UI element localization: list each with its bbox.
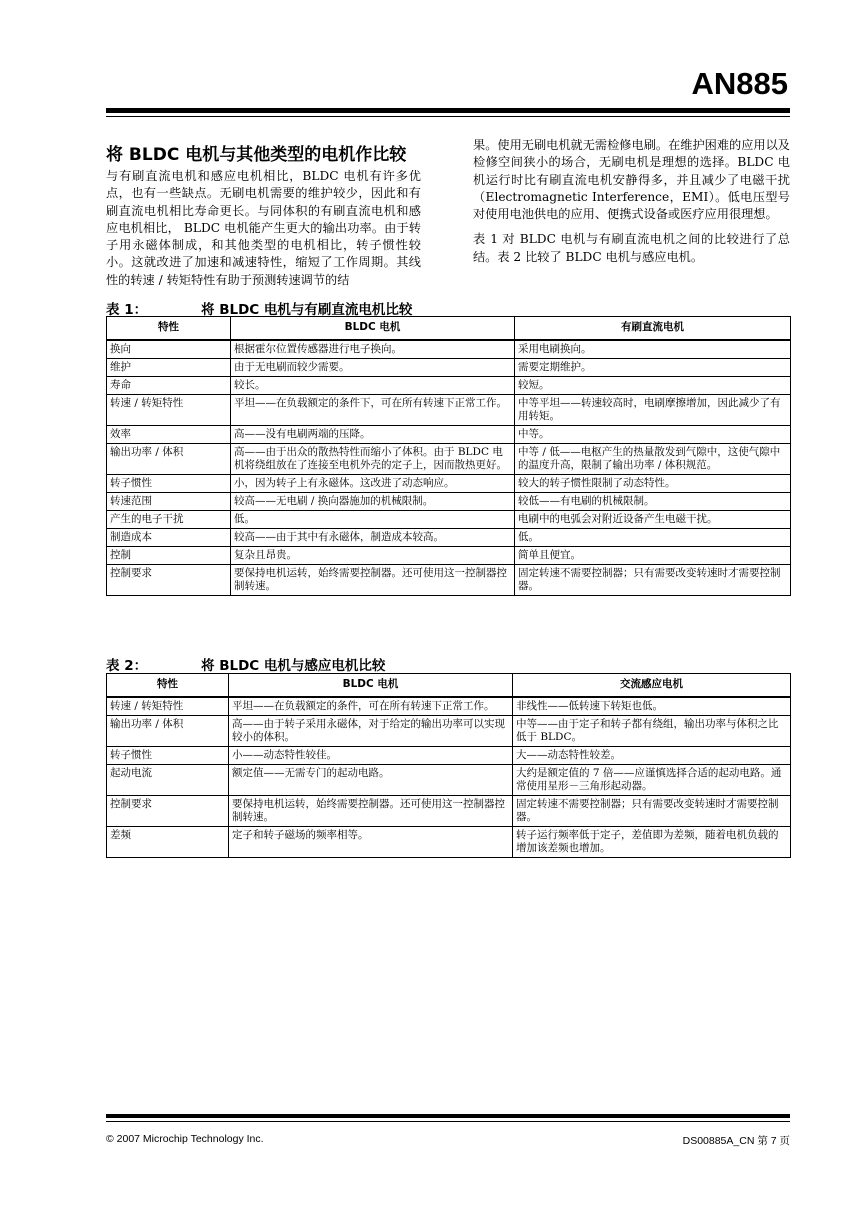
table-row	[107, 359, 791, 377]
table-row	[107, 511, 791, 529]
right-column-text	[473, 137, 790, 274]
table-cell: 简单且便宜。	[515, 547, 791, 565]
table-cell: 固定转速不需要控制器；只有需要改变转速时才需要控制器。	[513, 796, 791, 827]
feature-cell: 转子惯性	[107, 475, 231, 493]
table-row	[107, 747, 791, 765]
table-row	[107, 395, 791, 426]
table-cell: 大——动态特性较差。	[513, 747, 791, 765]
table-cell: 较大的转子惯性限制了动态特性。	[515, 475, 791, 493]
table1-header-row	[107, 317, 791, 341]
feature-cell: 转速 / 转矩特性	[107, 697, 229, 716]
feature-cell: 控制要求	[107, 565, 231, 596]
table-cell: 中等 / 低——电枢产生的热量散发到气隙中，这使气隙中的温度升高，限制了输出功率 / 体积规范。	[515, 444, 791, 475]
table1-header-cell: 特性	[107, 317, 231, 341]
table-cell: 转子运行频率低于定子，差值即为差频，随着电机负载的增加该差频也增加。	[513, 827, 791, 858]
table-row	[107, 796, 791, 827]
header-rule-thin	[106, 116, 790, 117]
footer-page-ref: DS00885A_CN 第 7 页	[682, 1135, 790, 1147]
footer-rule	[106, 1114, 790, 1118]
table-cell: 需要定期维护。	[515, 359, 791, 377]
feature-cell: 差频	[107, 827, 229, 858]
section-title: 将 BLDC 电机与其他类型的电机作比较	[106, 145, 407, 165]
table-row	[107, 493, 791, 511]
table-row	[107, 765, 791, 796]
table-cell: 中等平坦——转速较高时，电刷摩擦增加，因此减少了有用转矩。	[515, 395, 791, 426]
feature-cell: 转速范围	[107, 493, 231, 511]
table-cell: 低。	[515, 529, 791, 547]
feature-cell: 起动电流	[107, 765, 229, 796]
feature-cell: 维护	[107, 359, 231, 377]
feature-cell: 控制要求	[107, 796, 229, 827]
right-paragraph-2: 表 1 对 BLDC 电机与有刷直流电机之间的比较进行了总结。表 2 比较了 BLDC 电机与感应电机。	[473, 232, 790, 264]
table-cell: 电刷中的电弧会对附近设备产生电磁干扰。	[515, 511, 791, 529]
left-paragraph: 与有刷直流电机和感应电机相比，BLDC 电机有许多优点，也有一些缺点。无刷电机需要的维护较少，因此和有刷直流电机相比寿命更长。与同体积的有刷直流电机和感应电机相比， BLDC 电机能产生更大的输出功率。由于转子用永磁体制成，和其他类型的电机相比，转子惯性较小。这就改进了加速和减速特性，缩短了工作周期。其线性的转速 / 转矩特性有助于预测转速调节的结	[106, 169, 421, 287]
table-cell: 固定转速不需要控制器；只有需要改变转速时才需要控制器。	[515, 565, 791, 596]
feature-cell: 寿命	[107, 377, 231, 395]
table-cell: 高——没有电刷两端的压降。	[231, 426, 515, 444]
table1	[106, 316, 791, 596]
table-cell: 非线性——低转速下转矩也低。	[513, 697, 791, 716]
table-cell: 平坦——在负载额定的条件，可在所有转速下正常工作。	[229, 697, 513, 716]
table-row	[107, 827, 791, 858]
table2-caption-title: 将 BLDC 电机与感应电机比较	[201, 658, 386, 674]
table-row	[107, 565, 791, 596]
table2-header-cell: BLDC 电机	[229, 674, 513, 698]
table-cell: 小——动态特性较佳。	[229, 747, 513, 765]
table-row	[107, 377, 791, 395]
feature-cell: 效率	[107, 426, 231, 444]
feature-cell: 转子惯性	[107, 747, 229, 765]
table-cell: 额定值——无需专门的起动电路。	[229, 765, 513, 796]
feature-cell: 控制	[107, 547, 231, 565]
header-rule	[106, 108, 790, 113]
table2	[106, 673, 791, 858]
table-cell: 定子和转子磁场的频率相等。	[229, 827, 513, 858]
table-cell: 较短。	[515, 377, 791, 395]
table-cell: 较高——无电刷 / 换向器施加的机械限制。	[231, 493, 515, 511]
table1-header-cell: BLDC 电机	[231, 317, 515, 341]
table-cell: 较高——由于其中有永磁体，制造成本较高。	[231, 529, 515, 547]
right-paragraph-1: 果。使用无刷电机就无需检修电刷。在维护困难的应用以及检修空间狭小的场合，无刷电机是理想的选择。BLDC 电机运行时比有刷直流电机安静得多，并且减少了电磁干扰（Electromagnetic Interference，EMI）。低电压型号对使用电池供电的应用、便携式设备或医疗应用很理想。	[473, 138, 790, 222]
feature-cell: 转速 / 转矩特性	[107, 395, 231, 426]
table-row	[107, 444, 791, 475]
table-row	[107, 697, 791, 716]
table1-caption-number: 表 1：	[106, 302, 148, 318]
table-cell: 大约是额定值的 7 倍——应谨慎选择合适的起动电路。通常使用星形－三角形起动器。	[513, 765, 791, 796]
table-cell: 低。	[231, 511, 515, 529]
table-cell: 要保持电机运转，始终需要控制器。还可使用这一控制器控制转速。	[231, 565, 515, 596]
feature-cell: 产生的电子干扰	[107, 511, 231, 529]
table1-header-cell: 有刷直流电机	[515, 317, 791, 341]
feature-cell: 输出功率 / 体积	[107, 716, 229, 747]
feature-cell: 制造成本	[107, 529, 231, 547]
table-cell: 高——由于出众的散热特性而缩小了体积。由于 BLDC 电机将绕组放在了连接至电机外壳的定子上，因而散热更好。	[231, 444, 515, 475]
table-cell: 采用电刷换向。	[515, 340, 791, 359]
table-cell: 高——由于转子采用永磁体，对于给定的输出功率可以实现较小的体积。	[229, 716, 513, 747]
table-cell: 由于无电刷而较少需要。	[231, 359, 515, 377]
footer-rule-thin	[106, 1121, 790, 1122]
table2-caption-number: 表 2：	[106, 658, 148, 674]
table-cell: 较低——有电刷的机械限制。	[515, 493, 791, 511]
table1-caption	[106, 298, 412, 318]
table-cell: 要保持电机运转，始终需要控制器。还可使用这一控制器控制转速。	[229, 796, 513, 827]
table-row	[107, 547, 791, 565]
table-cell: 中等——由于定子和转子都有绕组，输出功率与体积之比低于 BLDC。	[513, 716, 791, 747]
table-cell: 较长。	[231, 377, 515, 395]
table-cell: 小，因为转子上有永磁体。这改进了动态响应。	[231, 475, 515, 493]
left-column-text	[106, 168, 421, 297]
table1-caption-title: 将 BLDC 电机与有刷直流电机比较	[201, 302, 413, 318]
table-row	[107, 716, 791, 747]
table2-header-row	[107, 674, 791, 698]
table-cell: 平坦——在负载额定的条件下，可在所有转速下正常工作。	[231, 395, 515, 426]
table-cell: 中等。	[515, 426, 791, 444]
document-id: AN885	[691, 66, 788, 101]
table2-header-cell: 特性	[107, 674, 229, 698]
table-row	[107, 340, 791, 359]
table-cell: 根据霍尔位置传感器进行电子换向。	[231, 340, 515, 359]
feature-cell: 换向	[107, 340, 231, 359]
table2-header-cell: 交流感应电机	[513, 674, 791, 698]
footer-copyright: © 2007 Microchip Technology Inc.	[106, 1133, 264, 1145]
table-row	[107, 529, 791, 547]
table2-caption	[106, 654, 385, 674]
table-row	[107, 475, 791, 493]
table-cell: 复杂且昂贵。	[231, 547, 515, 565]
feature-cell: 输出功率 / 体积	[107, 444, 231, 475]
table-row	[107, 426, 791, 444]
